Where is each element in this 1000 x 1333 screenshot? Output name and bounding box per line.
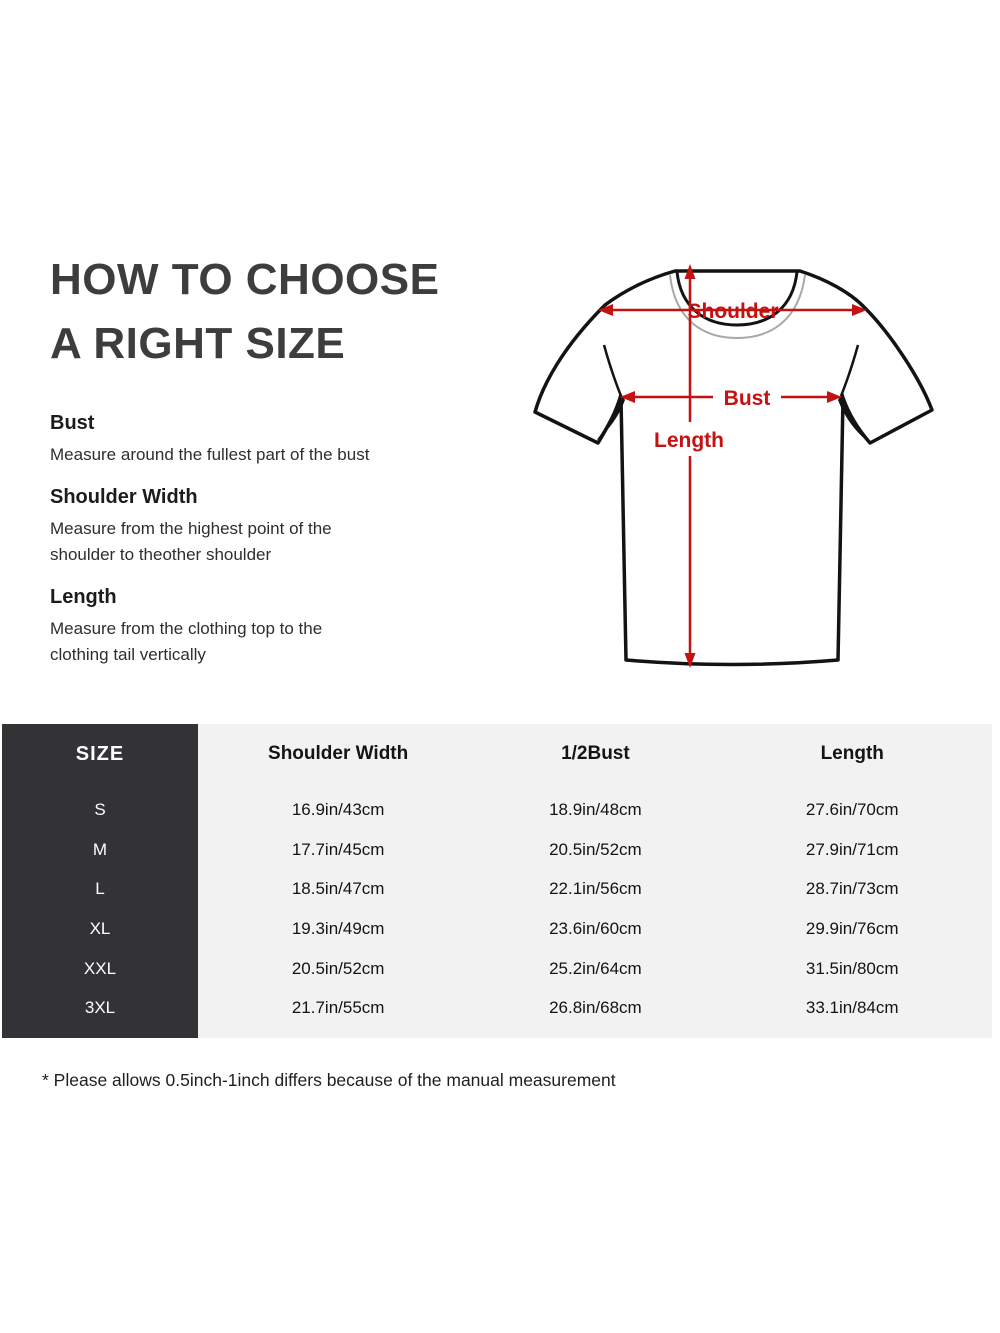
table-cell: 18.5in/47cm: [291, 879, 385, 899]
size-table-body: [198, 790, 992, 1028]
table-cell: 18.9in/48cm: [549, 799, 642, 819]
table-cell: 28.7in/73cm: [805, 879, 899, 899]
instruction-title: Bust: [50, 412, 95, 434]
table-cell: 23.6in/60cm: [549, 918, 642, 938]
instruction-text: Measure from the clothing top to the: [50, 619, 323, 638]
table-cell: 29.9in/76cm: [805, 918, 899, 938]
instruction-length: [50, 586, 500, 668]
table-cell: 25.2in/64cm: [549, 958, 642, 978]
table-row: [198, 830, 992, 870]
table-row: [198, 988, 992, 1028]
table-cell: 31.5in/80cm: [805, 958, 899, 978]
size-table-header-row: [198, 732, 992, 776]
diagram-label-bust: Bust: [723, 387, 771, 410]
table-cell: 26.8in/68cm: [549, 998, 642, 1018]
size-label: XXL: [83, 958, 117, 978]
diagram-label-shoulder: Shoulder: [687, 300, 779, 323]
table-cell: 22.1in/56cm: [549, 879, 642, 899]
instruction-text: shoulder to theother shoulder: [50, 545, 272, 564]
page-title-line1: HOW TO CHOOSE: [50, 255, 440, 304]
instruction-shoulder-width: [50, 486, 500, 568]
page-title: [50, 248, 439, 376]
table-row: [198, 790, 992, 830]
size-table-header-shoulder: Shoulder Width: [268, 743, 409, 764]
table-cell: 27.6in/70cm: [805, 799, 899, 819]
size-label: L: [95, 879, 105, 899]
table-row: [198, 909, 992, 949]
instruction-text: Measure around the fullest part of the bust: [50, 445, 370, 464]
table-cell: 16.9in/43cm: [291, 799, 385, 819]
size-label: M: [92, 839, 108, 859]
instruction-title: Length: [50, 586, 117, 608]
table-cell: 21.7in/55cm: [291, 998, 385, 1018]
table-cell: 20.5in/52cm: [549, 839, 642, 859]
table-cell: 33.1in/84cm: [805, 998, 899, 1018]
size-table-size-column: [2, 724, 198, 1038]
measurement-disclaimer: * Please allows 0.5inch-1inch differs because of the manual measurement: [42, 1070, 616, 1090]
size-label: 3XL: [84, 998, 116, 1018]
table-cell: 19.3in/49cm: [291, 918, 385, 938]
size-table-header-length: Length: [820, 743, 884, 764]
diagram-label-length: Length: [654, 429, 724, 452]
size-table-header-size: SIZE: [75, 742, 125, 765]
table-row: [198, 949, 992, 989]
measure-instructions: [50, 412, 500, 686]
tshirt-outline-shape: [535, 271, 932, 665]
table-row: [198, 869, 992, 909]
instruction-text: clothing tail vertically: [50, 645, 206, 664]
size-label: S: [94, 799, 106, 819]
size-column-rows: [2, 790, 198, 1028]
page-title-line2: A RIGHT SIZE: [50, 319, 346, 368]
tshirt-diagram: [505, 248, 970, 688]
table-cell: 20.5in/52cm: [291, 958, 385, 978]
instruction-title: Shoulder Width: [50, 486, 198, 508]
table-cell: 17.7in/45cm: [291, 839, 385, 859]
instruction-bust: [50, 412, 500, 468]
size-table: [2, 724, 992, 1038]
table-cell: 27.9in/71cm: [805, 839, 899, 859]
size-label: XL: [89, 918, 111, 938]
size-table-data-columns: [198, 724, 992, 1038]
instruction-text: Measure from the highest point of the: [50, 519, 332, 538]
size-table-header-bust: 1/2Bust: [561, 743, 630, 764]
